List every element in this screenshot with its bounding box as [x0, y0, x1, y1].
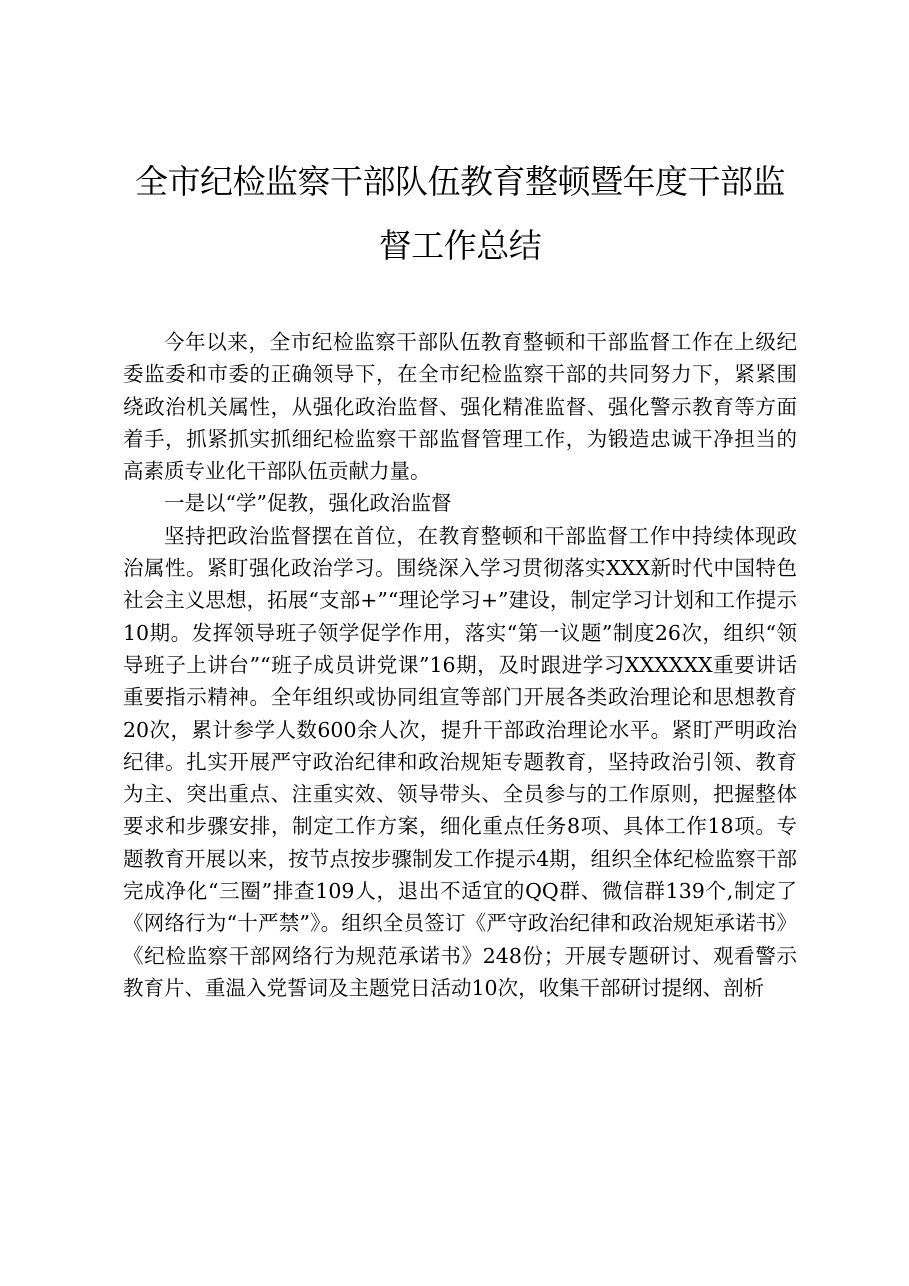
- paragraph-political-supervision: 坚持把政治监督摆在首位，在教育整顿和干部监督工作中持续体现政治属性。紧盯强化政治学习。围绕深入学习贯彻落实XXX新时代中国特色社会主义思想，拓展“支部+”“理论学习+”建设，制定学习计划和工作提示10期。发挥领导班子领学促学作用，落实“第一议题”制度26次，组织“领导班子上讲台”“班子成员讲党课”16期，及时跟进学习XXXXXX重要讲话重要指示精神。全年组织或协同组宣等部门开展各类政治理论和思想教育20次，累计参学人数600余人次，提升干部政治理论水平。紧盯严明政治纪律。扎实开展严守政治纪律和政治规矩专题教育，坚持政治引领、教育为主、突出重点、注重实效、领导带头、全员参与的工作原则，把握整体要求和步骤安排，制定工作方案，细化重点任务8项、具体工作18项。专题教育开展以来，按节点按步骤制发工作提示4期，组织全体纪检监察干部完成净化“三圈”排查109人，退出不适宜的QQ群、微信群139个,制定了《网络行为“十严禁”》。组织全员签订《严守政治纪律和政治规矩承诺书》《纪检监察干部网络行为规范承诺书》248份；开展专题研讨、观看警示教育片、重温入党誓词及主题党日活动10次，收集干部研讨提纲、剖析: [123, 523, 797, 1000]
- document-body: [123, 326, 797, 1004]
- paragraph-intro: 今年以来，全市纪检监察干部队伍教育整顿和干部监督工作在上级纪委监委和市委的正确领导下，在全市纪检监察干部的共同努力下，紧紧围绕政治机关属性，从强化政治监督、强化精准监督、强化警示教育等方面着手，抓紧抓实抓细纪检监察干部监督管理工作，为锻造忠诚干净担当的高素质专业化干部队伍贡献力量。: [123, 330, 797, 484]
- section-heading-1: 一是以“学”促教，强化政治监督: [164, 491, 452, 516]
- document-title: 全市纪检监察干部队伍教育整顿暨年度干部监督工作总结: [135, 162, 785, 265]
